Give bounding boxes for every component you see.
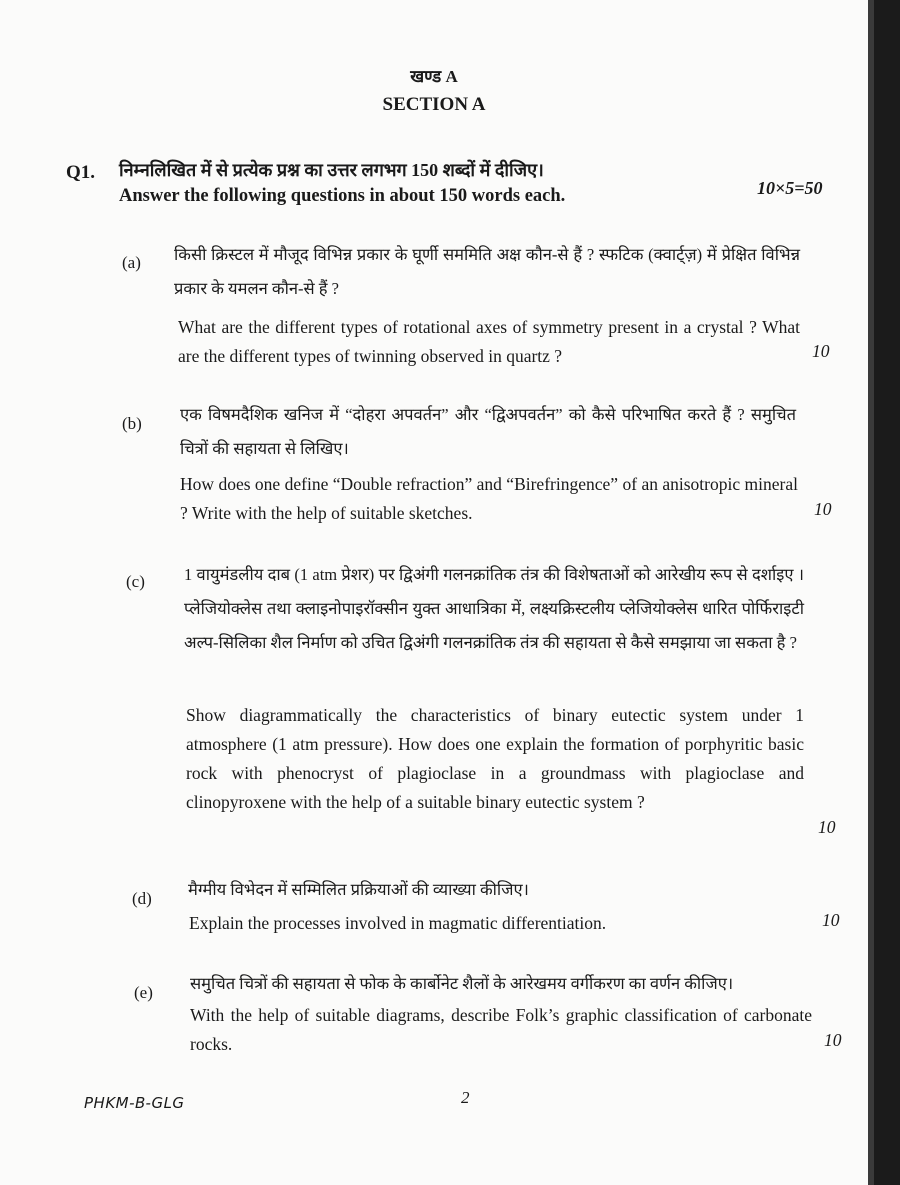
part-marks: 10 bbox=[814, 499, 832, 519]
section-heading: SECTION A bbox=[382, 94, 486, 115]
scan-edge-shadow bbox=[868, 0, 900, 1185]
part-marks: 10 bbox=[812, 341, 830, 361]
part-text-hindi: समुचित चित्रों की सहायता से फोक के कार्बोनेट शैलों के आरेखमय वर्गीकरण का वर्णन कीजिए। bbox=[190, 974, 734, 993]
part-text-hindi: 1 वायुमंडलीय दाब (1 atm प्रेशर) पर द्विअंगी गलनक्रांतिक तंत्र की विशेषताओं को आरेखीय रूप से दर्शाइए । प्लेजियोक्लेस तथा क्लाइनोपाइरॉक्सीन युक्त आधात्रिका में, लक्ष्यक्रिस्टलीय प्लेजियोक्लेस धारित पोर्फिराइटी अल्प-सिलिका शैल निर्माण को उचित द्विअंगी गलनक्रांतिक तंत्र की सहायता से कैसे समझाया जा सकता है ? bbox=[184, 565, 804, 652]
part-text-english: What are the different types of rotational axes of symmetry present in a crystal ? What are the different types of twinning observed in quartz ? bbox=[178, 317, 800, 366]
part-text-english: With the help of suitable diagrams, describe Folk’s graphic classification of carbonate rocks. bbox=[190, 1005, 812, 1054]
page-number: 2 bbox=[461, 1088, 470, 1107]
question-number: Q1. bbox=[66, 162, 96, 183]
part-marks: 10 bbox=[818, 817, 836, 837]
question-instruction-english: Answer the following questions in about 150 words each. bbox=[119, 186, 566, 206]
scan-edge-band bbox=[868, 0, 874, 1185]
part-label: (c) bbox=[126, 572, 145, 591]
part-text-english: Show diagrammatically the characteristics of binary eutectic system under 1 atmosphere (1 atm pressure). How does one explain the formation of porphyritic basic rock with phenocryst of plagioclase in a groundmass with plagioclase and clinopyroxene with the help of a suitable binary eutectic system ? bbox=[186, 705, 804, 812]
section-heading-hindi: खण्ड A bbox=[410, 67, 458, 86]
part-text-english: Explain the processes involved in magmatic differentiation. bbox=[189, 913, 607, 933]
part-marks: 10 bbox=[822, 910, 840, 930]
part-label: (a) bbox=[122, 253, 141, 272]
part-text-hindi: मैग्मीय विभेदन में सम्मिलित प्रक्रियाओं की व्याख्या कीजिए। bbox=[188, 880, 529, 899]
part-text-hindi: किसी क्रिस्टल में मौजूद विभिन्न प्रकार के घूर्णी सममिति अक्ष कौन-से हैं ? स्फटिक (क्वार्ट्ज़) में प्रेक्षित विभिन्न प्रकार के यमलन कौन-से हैं ? bbox=[174, 245, 800, 298]
part-label: (d) bbox=[132, 889, 152, 908]
part-label: (e) bbox=[134, 983, 153, 1002]
part-text-hindi: एक विषमदैशिक खनिज में “दोहरा अपवर्तन” और “द्विअपवर्तन” को कैसे परिभाषित करते हैं ? समुचित चित्रों की सहायता से लिखिए। bbox=[180, 405, 796, 458]
question-instruction-hindi: निम्नलिखित में से प्रत्येक प्रश्न का उत्तर लगभग 150 शब्दों में दीजिए। bbox=[119, 160, 544, 180]
paper-code: PHKM-B-GLG bbox=[84, 1094, 185, 1112]
part-marks: 10 bbox=[824, 1030, 842, 1050]
part-label: (b) bbox=[122, 414, 142, 433]
question-marks: 10×5=50 bbox=[757, 178, 823, 198]
part-text-english: How does one define “Double refraction” and “Birefringence” of an anisotropic mineral ? Write with the help of suitable sketches. bbox=[180, 474, 798, 523]
